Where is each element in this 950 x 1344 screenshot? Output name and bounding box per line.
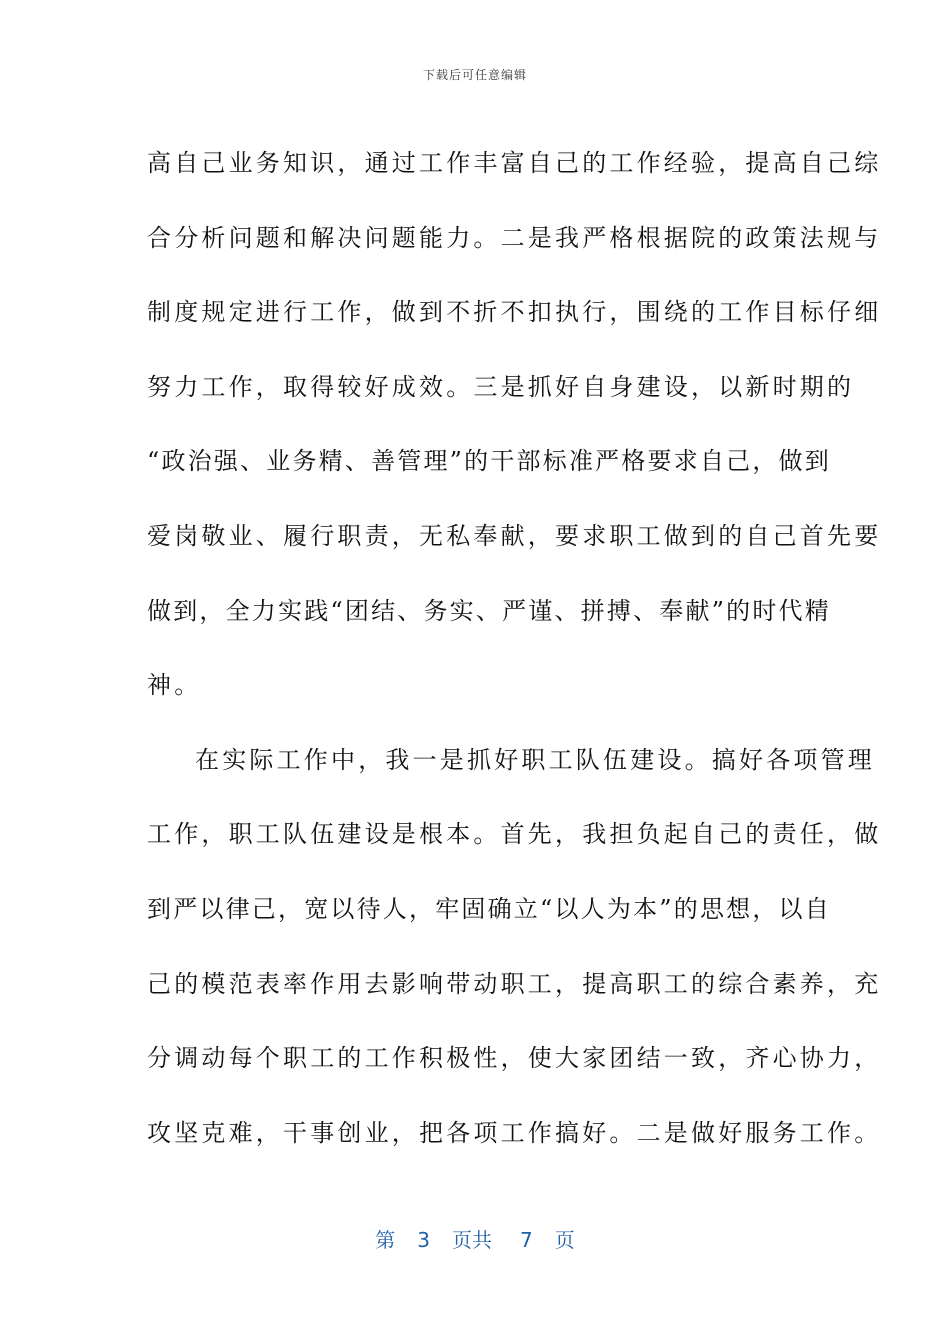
text-line: 到严以律己，宽以待人，牢固确立“以人为本”的思想，以自 (147, 894, 831, 923)
text-line: 分调动每个职工的工作积极性，使大家团结一致，齐心协力， (147, 1044, 882, 1073)
text-line: 神。 (147, 671, 202, 700)
text-line: 己的模范表率作用去影响带动职工，提高职工的综合素养，充 (147, 969, 882, 998)
page-prefix: 第 (375, 1228, 396, 1252)
document-body (147, 126, 882, 1170)
text-line: 做到，全力实践“团结、务实、严谨、拼搏、奉献”的时代精 (147, 596, 831, 625)
text-line: 爱岗敬业、履行职责，无私奉献，要求职工做到的自己首先要 (147, 521, 882, 550)
text-line: 努力工作，取得较好成效。三是抓好自身建设，以新时期的 (147, 372, 855, 401)
page-header: 下载后可任意编辑 (422, 68, 527, 82)
text-line: 攻坚克难，干事创业，把各项工作搞好。二是做好服务工作。 (147, 1118, 882, 1147)
page-footer (0, 1224, 950, 1253)
text-line: 合分析问题和解决问题能力。二是我严格根据院的政策法规与 (147, 223, 882, 252)
page-total: 7 (520, 1228, 533, 1252)
page-current: 3 (417, 1228, 430, 1252)
text-line: 高自己业务知识，通过工作丰富自己的工作经验，提高自己综 (147, 149, 882, 177)
text-line: 制度规定进行工作，做到不折不扣执行，围绕的工作目标仔细 (147, 298, 882, 327)
page-mid: 页共 (452, 1228, 492, 1252)
text-line: “政治强、业务精、善管理”的干部标准严格要求自己，做到 (147, 447, 831, 476)
paragraph-first-line: 在实际工作中，我一是抓好职工队伍建设。搞好各项管理 (195, 745, 875, 774)
text-line: 工作，职工队伍建设是根本。首先，我担负起自己的责任，做 (147, 820, 882, 849)
page-suffix: 页 (554, 1228, 575, 1252)
